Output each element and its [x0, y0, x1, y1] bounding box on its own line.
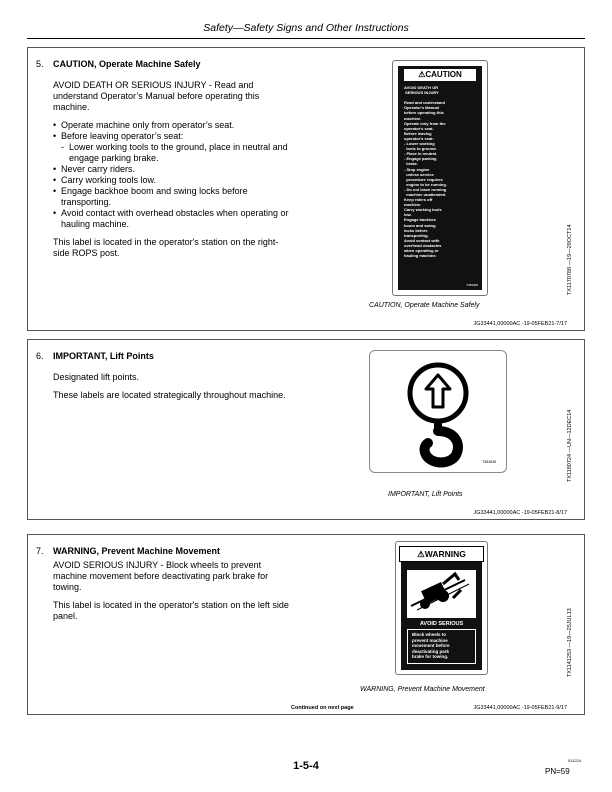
- section-title: WARNING, Prevent Machine Movement: [53, 546, 221, 556]
- reference-code: JG33441,00000AC -19-05FEB21-7/17: [473, 321, 567, 327]
- lift-hook-icon: [370, 351, 506, 472]
- figure-caption: IMPORTANT, Lift Points: [388, 491, 463, 498]
- location-text: This label is located in the operator's station on the right-side ROPS post.: [53, 237, 279, 258]
- header-rule: [27, 38, 585, 39]
- caution-heading: ⚠CAUTION: [404, 69, 476, 81]
- intro-text: AVOID DEATH OR SERIOUS INJURY - Read and understand Operator’s Manual before operating this machine.: [53, 80, 260, 112]
- page-number: 1-5-4: [293, 760, 319, 772]
- label-code: T384838: [482, 460, 496, 464]
- image-id: TX1141253 —19—25JUL13: [567, 608, 573, 677]
- label-code: T386908: [466, 283, 478, 287]
- warning-safety-label: [395, 541, 488, 675]
- instruction-list: [53, 120, 291, 230]
- avoid-text: AVOID SERIOUS: [419, 621, 464, 627]
- figure-caption: CAUTION, Operate Machine Safely: [369, 302, 480, 309]
- list-item: • Before leaving operator’s seat:: [53, 131, 291, 142]
- section-body: [53, 560, 291, 629]
- section-title: IMPORTANT, Lift Points: [53, 351, 154, 361]
- intro-text: AVOID SERIOUS INJURY - Block wheels to prevent machine movement before deactivating park brake for towing.: [53, 560, 269, 592]
- caution-safety-label: [392, 60, 488, 296]
- list-item: • Avoid contact with overhead obstacles when operating or hauling machine.: [53, 208, 291, 230]
- section-number: 7.: [36, 546, 44, 556]
- machine-slope-icon: [407, 570, 476, 618]
- reference-code: JG33441,00000AC -19-05FEB21-8/17: [473, 510, 567, 516]
- machine-rollaway-pictogram: [407, 570, 476, 618]
- label-text: Block wheels to prevent machine movement before deactivating park brake for towing.: [407, 629, 476, 664]
- continued-note: Continued on next page: [291, 705, 354, 711]
- section-body: [53, 80, 291, 266]
- lift-point-label: [369, 350, 507, 473]
- safety-section-caution: [27, 47, 585, 331]
- body-text: These labels are located strategically throughout machine.: [53, 390, 286, 400]
- list-item: • Never carry riders.: [53, 164, 291, 175]
- warning-heading: ⚠WARNING: [399, 546, 484, 562]
- section-number: 6.: [36, 351, 44, 361]
- list-item: • Engage backhoe boom and swing locks before transporting.: [53, 186, 291, 208]
- location-text: This label is located in the operator's station on the left side panel.: [53, 600, 289, 621]
- footer-date: 011224: [568, 758, 582, 763]
- list-item: • Operate machine only from operator’s seat.: [53, 120, 291, 131]
- label-text: AVOID DEATH OR SERIOUS INJURY Read and understand Operator's Manual before operating this machine. Operate only from the operator's seat. Before leaving operator's seat: - Lower working tools to ground. - Place in neutral. - Engage parking brake. - Stop engine unless service procedure requires engine to be running. - Do not leave running machine unattended. Keep riders off machine. Carry working tools low. Engage backhoe boom and swing locks before transporting. Avoid contact with overhead obstacles when operating or hauling machine.: [404, 85, 447, 259]
- sub-list-item: - Lower working tools to the ground, place in neutral and engage parking brake.: [53, 142, 291, 164]
- body-text: Designated lift points.: [53, 372, 140, 382]
- image-id: TX1180724 —UN—12DEC14: [567, 409, 573, 482]
- reference-code: JG33441,00000AC -19-05FEB21-9/17: [473, 705, 567, 711]
- figure-caption: WARNING, Prevent Machine Movement: [360, 686, 485, 693]
- pn-number: PN=59: [545, 767, 570, 776]
- page-header: Safety—Safety Signs and Other Instructions: [203, 22, 409, 34]
- list-item: • Carry working tools low.: [53, 175, 291, 186]
- section-title: CAUTION, Operate Machine Safely: [53, 59, 201, 69]
- safety-section-lift-points: [27, 339, 585, 520]
- section-body: [53, 372, 291, 408]
- safety-section-warning: [27, 534, 585, 715]
- image-id: TX1170788 —19—29OCT14: [567, 224, 573, 295]
- section-number: 5.: [36, 59, 44, 69]
